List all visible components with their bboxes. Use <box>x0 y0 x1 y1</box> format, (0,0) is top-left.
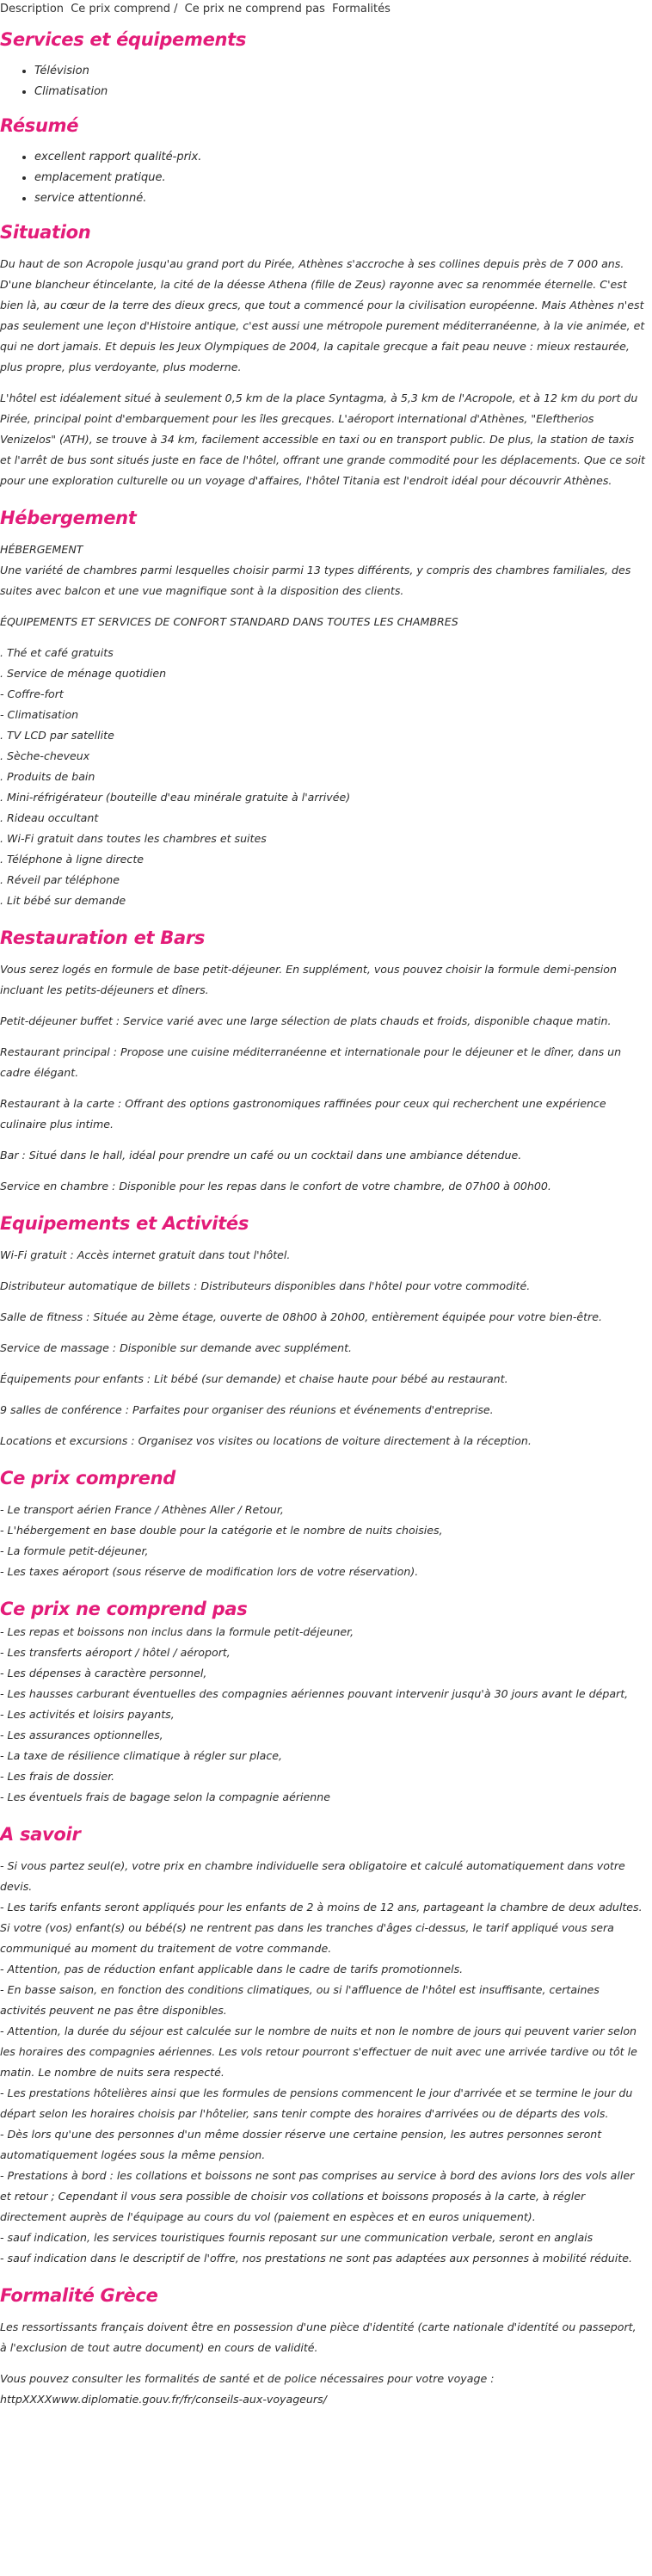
comprend-title: Ce prix comprend <box>0 1468 175 1488</box>
activites-title: Equipements et Activités <box>0 1213 249 1234</box>
list-item: - Les tarifs enfants seront appliqués pour les enfants de 2 à moins de 12 ans, partageant la chambre de deux adultes. Si votre (vos) enfant(s) ou bébé(s) ne rentrent pas dans les tranches d'âges ci-dessus, le tarif appliqué vous sera communiqué au moment du traitement de votre commande. <box>0 1901 643 1955</box>
restauration-title: Restauration et Bars <box>0 927 206 948</box>
list-item: . TV LCD par satellite <box>0 729 114 742</box>
list-item: - Climatisation <box>0 708 79 721</box>
list-item: - Le transport aérien France / Athènes Aller / Retour, <box>0 1503 284 1516</box>
list-item: • Télévision <box>34 61 645 82</box>
formalite-paragraph: Les ressortissants français doivent être en possession d'une pièce d'identité (carte nationale d'identité ou passeport, à l'exclusion de tout autre document) en cours de validité. <box>0 2320 637 2354</box>
services-list <box>0 61 645 102</box>
list-item: - sauf indication, les services touristiques fournis reposant sur une communication verbale, seront en anglais <box>0 2231 594 2244</box>
list-item: - Les dépenses à caractère personnel, <box>0 1667 207 1679</box>
resume-list <box>0 147 645 209</box>
restauration-paragraph: Petit-déjeuner buffet : Service varié avec une large sélection de plats chauds et froids, disponible chaque matin. <box>0 1014 612 1027</box>
list-item: - Les prestations hôtelières ainsi que les formules de pensions commencent le jour d'arrivée et se termine le jour du départ selon les horaires choisis par l'hôtelier, sans tenir compte des horaires d'arrivées ou de départs des vols. <box>0 2086 633 2120</box>
activites-paragraph: Équipements pour enfants : Lit bébé (sur demande) et chaise haute pour bébé au restaurant. <box>0 1372 508 1385</box>
resume-title: Résumé <box>0 115 79 136</box>
services-title: Services et équipements <box>0 29 247 50</box>
list-item: - Les hausses carburant éventuelles des compagnies aériennes pouvant intervenir jusqu'à 30 jours avant le départ, <box>0 1687 629 1700</box>
savoir-title: A savoir <box>0 1824 81 1845</box>
list-item: - Dès lors qu'une des personnes d'un même dossier réserve une certaine pension, les autres personnes seront automatiquement logées sous la même pension. <box>0 2128 602 2161</box>
list-item: . Lit bébé sur demande <box>0 894 126 907</box>
activites-paragraph: 9 salles de conférence : Parfaites pour organiser des réunions et événements d'entreprise. <box>0 1403 494 1416</box>
list-item: • emplacement pratique. <box>34 168 645 188</box>
list-item: - La formule petit-déjeuner, <box>0 1544 149 1557</box>
restauration-paragraph: Vous serez logés en formule de base petit-déjeuner. En supplément, vous pouvez choisir la formule demi-pension incluant les petits-déjeuners et dîners. <box>0 963 617 996</box>
comprend-list <box>0 1500 645 1582</box>
activites-paragraph: Locations et excursions : Organisez vos visites ou locations de voiture directement à la réception. <box>0 1434 532 1447</box>
list-item: - En basse saison, en fonction des conditions climatiques, ou si l'affluence de l'hôtel est insuffisante, certaines activités peuvent ne pas être disponibles. <box>0 1983 600 2017</box>
list-item: - sauf indication dans le descriptif de l'offre, nos prestations ne sont pas adaptées aux personnes à mobilité réduite. <box>0 2252 632 2265</box>
list-item: - L'hébergement en base double pour la catégorie et le nombre de nuits choisies, <box>0 1524 443 1537</box>
link-description[interactable]: Description <box>0 3 65 15</box>
list-item: - Les transferts aéroport / hôtel / aéroport, <box>0 1646 231 1659</box>
equipements-title: ÉQUIPEMENTS ET SERVICES DE CONFORT STANDARD DANS TOUTES LES CHAMBRES <box>0 615 458 628</box>
activites-paragraph: Wi-Fi gratuit : Accès internet gratuit dans tout l'hôtel. <box>0 1248 291 1261</box>
formalite-title: Formalité Grèce <box>0 2285 158 2306</box>
list-item: - Les taxes aéroport (sous réserve de modification lors de votre réservation). <box>0 1565 419 1578</box>
activites-paragraph: Salle de fitness : Située au 2ème étage, ouverte de 08h00 à 20h00, entièrement équipée pour votre bien-être. <box>0 1310 602 1323</box>
restauration-paragraph: Service en chambre : Disponible pour les repas dans le confort de votre chambre, de 07h00 à 00h00. <box>0 1180 551 1192</box>
list-item: - La taxe de résilience climatique à régler sur place, <box>0 1749 283 1762</box>
list-item: - Les assurances optionnelles, <box>0 1729 163 1741</box>
activites-paragraph: Distributeur automatique de billets : Distributeurs disponibles dans l'hôtel pour votre commodité. <box>0 1279 531 1292</box>
hebergement-label: HÉBERGEMENT <box>0 543 83 556</box>
situation-paragraph: L'hôtel est idéalement situé à seulement 0,5 km de la place Syntagma, à 5,3 km de l'Acropole, et à 12 km du port du Pirée, principal point d'embarquement pour les îles grecques. L'aéroport international d'Athènes, "Eleftherios Venizelos" (ATH), se trouve à 34 km, facilement accessible en taxi ou en transport public. De plus, la station de taxis et l'arrêt de bus sont situés juste en face de l'hôtel, offrant une grande commodité pour les déplacements. Que ce soit pour une exploration culturelle ou un voyage d'affaires, l'hôtel Titania est l'endroit idéal pour découvrir Athènes. <box>0 391 645 487</box>
list-item: • excellent rapport qualité-prix. <box>34 147 645 168</box>
list-item: - Les repas et boissons non inclus dans la formule petit-déjeuner, <box>0 1625 354 1638</box>
list-item: • service attentionné. <box>34 188 645 209</box>
restauration-paragraph: Restaurant principal : Propose une cuisine méditerranéenne et internationale pour le déjeuner et le dîner, dans un cadre élégant. <box>0 1045 622 1079</box>
hebergement-intro: Une variété de chambres parmi lesquelles choisir parmi 13 types différents, y compris des chambres familiales, des suites avec balcon et une vue magnifique sont à la disposition des clients. <box>0 564 631 597</box>
ne-comprend-list <box>0 1622 645 1808</box>
diplomatie-link[interactable]: httpXXXXwww.diplomatie.gouv.fr/fr/conseils-aux-voyageurs/ <box>0 2393 327 2406</box>
list-item: . Rideau occultant <box>0 811 99 824</box>
formalite-paragraph: Vous pouvez consulter les formalités de santé et de police nécessaires pour votre voyage : <box>0 2372 495 2385</box>
top-links <box>0 3 645 16</box>
list-item: . Mini-réfrigérateur (bouteille d'eau minérale gratuite à l'arrivée) <box>0 791 351 804</box>
list-item: . Wi-Fi gratuit dans toutes les chambres et suites <box>0 832 267 845</box>
link-ce-prix-comprend[interactable]: Ce prix comprend / <box>71 3 178 15</box>
list-item: - Les activités et loisirs payants, <box>0 1708 175 1721</box>
list-item: . Produits de bain <box>0 770 95 783</box>
link-ce-prix-ne-comprend-pas[interactable]: Ce prix ne comprend pas <box>184 3 325 15</box>
list-item: • Climatisation <box>34 82 645 102</box>
list-item: - Si vous partez seul(e), votre prix en chambre individuelle sera obligatoire et calculé automatiquement dans votre devis. <box>0 1859 625 1893</box>
link-formalites[interactable]: Formalités <box>332 3 391 15</box>
restauration-paragraph: Restaurant à la carte : Offrant des options gastronomiques raffinées pour ceux qui recherchent une expérience culinaire plus intime. <box>0 1097 606 1131</box>
list-item: - Coffre-fort <box>0 687 64 700</box>
hebergement-title: Hébergement <box>0 508 137 528</box>
list-item: . Thé et café gratuits <box>0 646 114 659</box>
equipements-list <box>0 643 645 911</box>
situation-paragraph: Du haut de son Acropole jusqu'au grand port du Pirée, Athènes s'accroche à ses collines depuis près de 7 000 ans. D'une blancheur étincelante, la cité de la déesse Athena (fille de Zeus) rayonne avec sa renommée éternelle. C'est bien là, au cœur de la terre des dieux grecs, que tout a commencé pour la civilisation européenne. Mais Athènes n'est pas seulement une leçon d'Histoire antique, c'est aussi une métropole purement méditerranéenne, à la vie animée, et qui ne dort jamais. Et depuis les Jeux Olympiques de 2004, la capitale grecque a fait peau neuve : mieux restaurée, plus propre, plus verdoyante, plus moderne. <box>0 257 645 373</box>
restauration-paragraph: Bar : Situé dans le hall, idéal pour prendre un café ou un cocktail dans une ambiance détendue. <box>0 1149 522 1162</box>
list-item: - Attention, pas de réduction enfant applicable dans le cadre de tarifs promotionnels. <box>0 1963 464 1975</box>
list-item: - Les éventuels frais de bagage selon la compagnie aérienne <box>0 1790 330 1803</box>
activites-paragraph: Service de massage : Disponible sur demande avec supplément. <box>0 1341 353 1354</box>
savoir-list <box>0 1856 645 2269</box>
list-item: - Les frais de dossier. <box>0 1770 115 1783</box>
list-item: . Téléphone à ligne directe <box>0 853 145 866</box>
list-item: - Attention, la durée du séjour est calculée sur le nombre de nuits et non le nombre de jours qui peuvent varier selon les horaires des compagnies aériennes. Les vols retour pourront s'effectuer de nuit avec une arrivée tardive ou tôt le matin. Le nombre de nuits sera respecté. <box>0 2024 637 2079</box>
situation-title: Situation <box>0 222 91 243</box>
list-item: . Service de ménage quotidien <box>0 667 167 680</box>
list-item: - Prestations à bord : les collations et boissons ne sont pas comprises au service à bord des avions lors des vols aller et retour ; Cependant il vous sera possible de choisir vos collations et boissons proposés à la carte, à régler directement auprès de l'équipage au cours du vol (paiement en espèces et en euros uniquement). <box>0 2169 635 2223</box>
list-item: . Sèche-cheveux <box>0 749 90 762</box>
list-item: . Réveil par téléphone <box>0 873 120 886</box>
ne-comprend-title: Ce prix ne comprend pas <box>0 1599 248 1619</box>
